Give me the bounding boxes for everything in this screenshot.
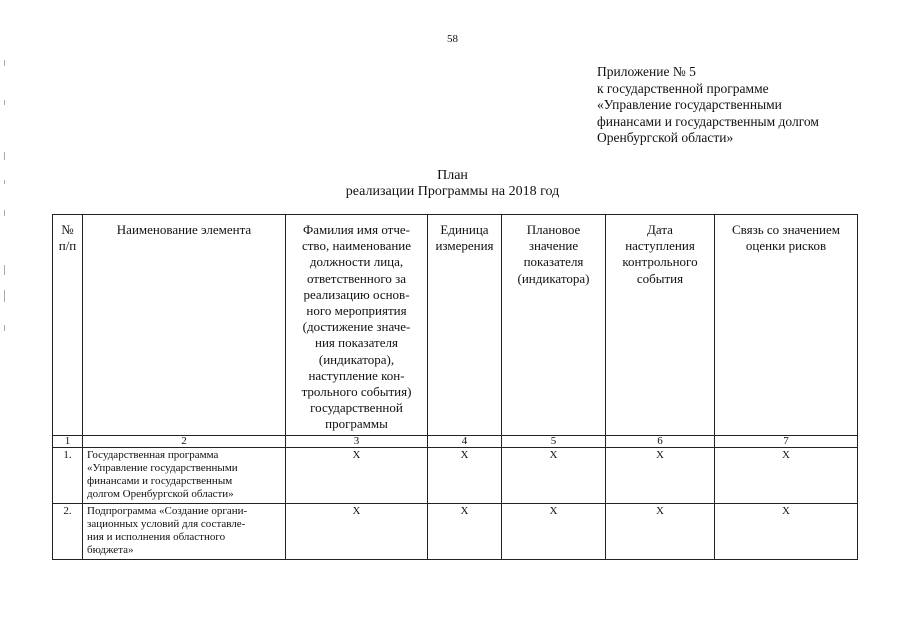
row-element-name: Подпрограмма «Создание органи- зационных условий для составле- ния и исполнения областного бюджета» [83, 503, 286, 559]
column-number: 5 [502, 435, 606, 447]
cell-mark: X [428, 447, 502, 503]
header-cell-unit: Единица измерения [428, 215, 502, 436]
annex-heading [597, 64, 897, 147]
annex-line: финансами и государственным долгом [597, 113, 819, 129]
cell-mark: X [286, 447, 428, 503]
header-cell-number: № п/п [53, 215, 83, 436]
cell-mark: X [715, 503, 858, 559]
column-number: 4 [428, 435, 502, 447]
cell-mark: X [286, 503, 428, 559]
header-cell-control-date: Дата наступления контрольного события [606, 215, 715, 436]
header-row [53, 215, 858, 436]
page-number: 58 [447, 33, 458, 45]
plan-title [0, 168, 905, 200]
header-cell-element-name: Наименование элемента [83, 215, 286, 436]
cell-mark: X [606, 447, 715, 503]
plan-title-line: реализации Программы на 2018 год [345, 184, 560, 199]
column-number: 6 [606, 435, 715, 447]
plan-table [52, 214, 858, 560]
scan-margin-marks [4, 60, 7, 360]
column-number: 1 [53, 435, 83, 447]
column-number: 7 [715, 435, 858, 447]
cell-mark: X [715, 447, 858, 503]
header-cell-responsible-person: Фамилия имя отче- ство, наименование должности лица, ответственного за реализацию основ- ного мероприятия (достижение значе- ния показателя (индикатора), наступление кон- трольного события) государственной программы [286, 215, 428, 436]
column-number: 3 [286, 435, 428, 447]
annex-line: «Управление государственными [597, 97, 782, 112]
header-cell-risk-link: Связь со значением оценки рисков [715, 215, 858, 436]
cell-mark: X [502, 503, 606, 559]
row-number: 1. [53, 447, 83, 503]
cell-mark: X [428, 503, 502, 559]
annex-line: Оренбургской области» [597, 130, 734, 145]
column-number-row [53, 435, 858, 447]
plan-title-line: План [437, 168, 468, 183]
header-cell-planned-value: Плановое значение показателя (индикатора) [502, 215, 606, 436]
cell-mark: X [606, 503, 715, 559]
table-row [53, 503, 858, 559]
column-number: 2 [83, 435, 286, 447]
annex-line: к государственной программе [597, 80, 769, 96]
cell-mark: X [502, 447, 606, 503]
row-number: 2. [53, 503, 83, 559]
row-element-name: Государственная программа «Управление государственными финансами и государственным долгом Оренбургской области» [83, 447, 286, 503]
table-row [53, 447, 858, 503]
annex-line: Приложение № 5 [597, 64, 696, 79]
